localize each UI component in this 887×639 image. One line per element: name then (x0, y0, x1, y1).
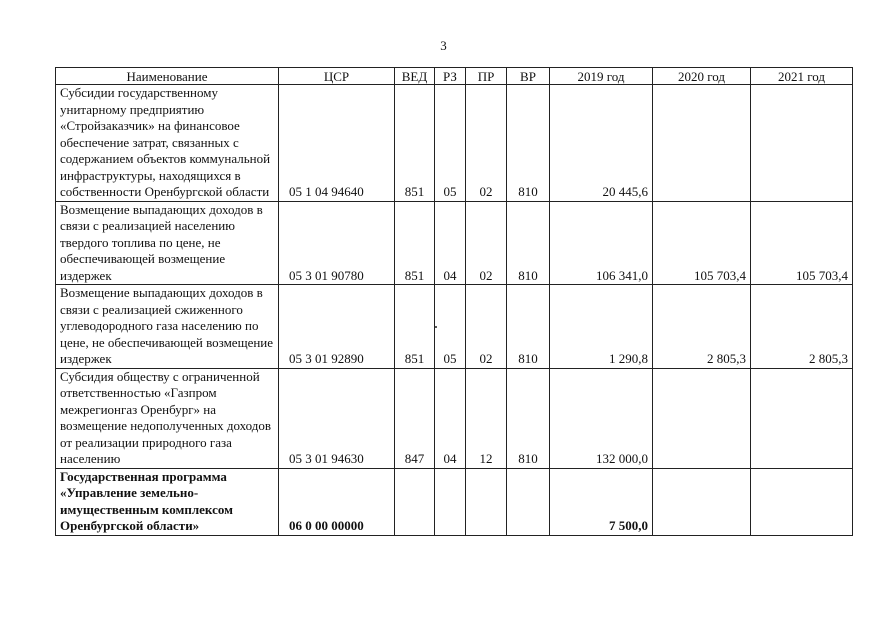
row-csr: 06 0 00 00000 (279, 468, 395, 535)
row-pr: 02 (466, 201, 507, 285)
row-vr: 810 (507, 201, 550, 285)
row-rz: 04 (435, 201, 466, 285)
header-csr: ЦСР (279, 68, 395, 85)
row-2020 (653, 468, 751, 535)
header-rz: РЗ (435, 68, 466, 85)
row-pr: 02 (466, 285, 507, 369)
row-vr (507, 468, 550, 535)
row-csr: 05 3 01 92890 (279, 285, 395, 369)
row-2020 (653, 85, 751, 202)
header-2019: 2019 год (550, 68, 653, 85)
row-pr: 02 (466, 85, 507, 202)
row-2019: 7 500,0 (550, 468, 653, 535)
row-2021 (751, 468, 853, 535)
row-vr: 810 (507, 285, 550, 369)
row-name: Государственная программа «Управление земельно-имущественным комплексом Оренбургской области» (56, 468, 279, 535)
table-row (56, 285, 853, 369)
row-2021: 2 805,3 (751, 285, 853, 369)
row-vr: 810 (507, 368, 550, 468)
row-name: Возмещение выпадающих доходов в связи с реализацией сжиженного углеводородного газа населению по цене, не обеспечивающей возмещение издержек (56, 285, 279, 369)
row-ved: 851 (395, 85, 435, 202)
header-2021: 2021 год (751, 68, 853, 85)
row-ved: 851 (395, 201, 435, 285)
row-2020: 2 805,3 (653, 285, 751, 369)
header-ved: ВЕД (395, 68, 435, 85)
row-2020: 105 703,4 (653, 201, 751, 285)
row-2019: 132 000,0 (550, 368, 653, 468)
row-2019: 20 445,6 (550, 85, 653, 202)
row-2021 (751, 368, 853, 468)
table-header-row (56, 68, 853, 85)
row-name: Субсидии государственному унитарному предприятию «Стройзаказчик» на финансовое обеспечение затрат, связанных с содержанием объектов коммунальной инфраструктуры, находящихся в собственности Оренбургской области (56, 85, 279, 202)
row-2019: 1 290,8 (550, 285, 653, 369)
row-rz: 04 (435, 368, 466, 468)
row-vr: 810 (507, 85, 550, 202)
budget-table (55, 67, 853, 536)
page-number: 3 (440, 38, 447, 53)
row-csr: 05 1 04 94640 (279, 85, 395, 202)
row-ved: 847 (395, 368, 435, 468)
row-pr (466, 468, 507, 535)
row-rz (435, 468, 466, 535)
row-name: Субсидия обществу с ограниченной ответственностью «Газпром межрегионгаз Оренбург» на возмещение недополученных доходов от реализации природного газа населению (56, 368, 279, 468)
scan-speck (435, 326, 437, 328)
row-csr: 05 3 01 94630 (279, 368, 395, 468)
header-pr: ПР (466, 68, 507, 85)
table-row (56, 201, 853, 285)
row-2019: 106 341,0 (550, 201, 653, 285)
table-row (56, 368, 853, 468)
row-name: Возмещение выпадающих доходов в связи с реализацией населению твердого топлива по цене, не обеспечивающей возмещение издержек (56, 201, 279, 285)
row-2020 (653, 368, 751, 468)
row-2021: 105 703,4 (751, 201, 853, 285)
row-csr: 05 3 01 90780 (279, 201, 395, 285)
row-pr: 12 (466, 368, 507, 468)
row-ved (395, 468, 435, 535)
row-rz: 05 (435, 85, 466, 202)
table-row-program-total (56, 468, 853, 535)
header-vr: ВР (507, 68, 550, 85)
table-row (56, 85, 853, 202)
row-ved: 851 (395, 285, 435, 369)
row-2021 (751, 85, 853, 202)
header-2020: 2020 год (653, 68, 751, 85)
header-name: Наименование (56, 68, 279, 85)
row-rz: 05 (435, 285, 466, 369)
